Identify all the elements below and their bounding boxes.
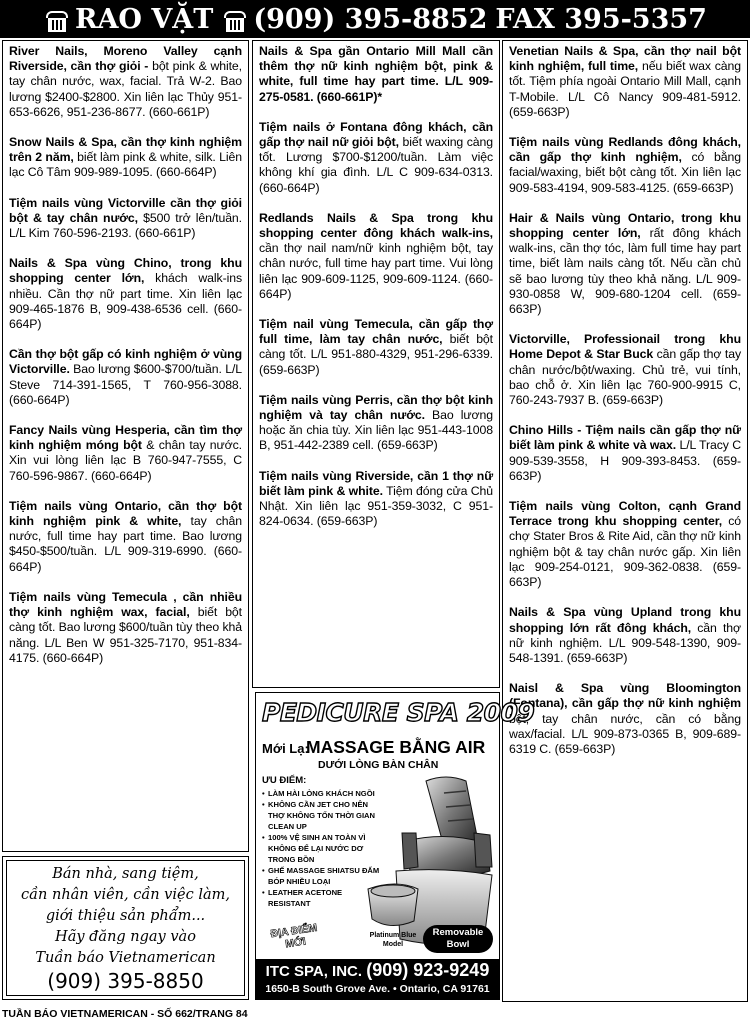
classified-ad bbox=[259, 44, 493, 105]
classified-ad-body: $500 trở lên/tuần. L/L Kim 760-596-2193. (660-661P) bbox=[9, 210, 242, 241]
promo-line: giới thiệu sản phẩm... bbox=[45, 908, 206, 924]
header-phone: (909) 395-8852 bbox=[253, 3, 488, 35]
classified-ad bbox=[9, 423, 242, 484]
classified-ad-heading: Hair & Nails vùng Ontario, trong khu shopping center lớn, bbox=[509, 210, 741, 241]
classified-ad bbox=[259, 317, 493, 378]
promo-phone: (909) 395-8850 bbox=[47, 969, 204, 993]
classified-ad-heading: Redlands Nails & Spa trong khu shopping center đông khách walk-ins, bbox=[259, 210, 493, 241]
classified-ad-heading: Naisl & Spa vùng Bloomington (Fontana), cần gấp thợ nữ kinh nghiệm bbox=[509, 681, 741, 711]
promo-line: Tuần báo Vietnamerican bbox=[35, 950, 216, 966]
classified-ad-body: & chân tay nước. Xin vui lòng liên lạc B 760-947-7555, C 760-596-9867. (660-664P) bbox=[9, 438, 242, 483]
classified-ad-body: tay chân nước, full time hay part time. Bao lương $450-$500/tuần. L/L 909-319-6990. (660-664P) bbox=[9, 514, 242, 574]
promo-line: cần nhân viên, cần việc làm, bbox=[21, 887, 230, 903]
classified-ad-body: có bằng facial/waxing, biết bột càng tốt. Xin liên lạc 909-583-4194, 909-583-4125. (659-663P) bbox=[509, 150, 741, 195]
classified-ad-heading: Tiệm nails vùng Victorville cần thợ giỏi bột & tay chân nước, bbox=[9, 195, 242, 225]
classified-ad-body: bột, tay chân nước, cần có bằng wax/facial. L/L 909-873-0365 B, 909-689-6319 C. (659-663P) bbox=[509, 711, 741, 756]
classified-ad-heading: Fancy Nails vùng Hesperia, cần tìm thợ kinh nghiệm móng bột bbox=[9, 423, 242, 453]
classified-ad-body: biết bột càng tốt. L/L 951-880-4329, 951-296-6339. (659-663P) bbox=[259, 332, 493, 377]
classified-ad bbox=[509, 332, 741, 408]
classified-ad-heading: Nails & Spa vùng Chino, trong khu shopping center lớn, bbox=[9, 256, 242, 286]
classified-ad bbox=[9, 256, 242, 332]
classified-ad-body: biết bột càng tốt. Bao lương $600/tuần tùy theo khả năng. L/L Ben W 951-325-7170, 951-834-4175. (660-664P) bbox=[9, 605, 242, 665]
classified-ad-body: biết làm pink & white, silk. Liên lạc Cô Tâm 909-989-1095. (660-664P) bbox=[9, 150, 242, 180]
classified-ad-heading: Chino Hills - Tiệm nails cần gấp thợ nữ biết làm pink & white và wax. bbox=[509, 423, 741, 453]
classified-ad-heading: Tiệm nails vùng Ontario, cần thợ bột kinh nghiệm pink & white, bbox=[9, 498, 242, 529]
spa-benefit-item: • 100% VỆ SINH AN TOÀN VÌ KHÔNG ĐỂ LẠI NƯỚC DƠ TRONG BỒN bbox=[262, 832, 382, 865]
classifieds-column-1 bbox=[2, 40, 249, 852]
classified-ad-body: Bao lương $600-$700/tuần. L/L Steve 714-391-1565, T 760-956-3088. (660-664P) bbox=[9, 362, 242, 407]
page-footer: TUẦN BÁO VIETNAMERICAN - SỐ 662/TRANG 84 bbox=[2, 1008, 248, 1020]
classified-ad bbox=[509, 605, 741, 666]
spa-benefit-item: • GHẾ MASSAGE SHIATSU ĐẤM BÓP NHIỀU LOẠI bbox=[262, 865, 382, 887]
spa-company-name: ITC SPA, INC. bbox=[265, 963, 363, 980]
phone-icon bbox=[45, 9, 65, 29]
classified-ad-heading: Tiệm nails vùng Redlands đông khách, cần gấp thợ kinh nghiệm, bbox=[509, 135, 741, 165]
classified-ad bbox=[509, 44, 741, 120]
phone-icon bbox=[223, 9, 243, 29]
spa-benefit-item: • LEATHER ACETONE RESISTANT bbox=[262, 887, 382, 909]
classified-ad-body: khách walk-ins nhiều. Cần thợ nữ part time. Xin liên lạc 909-465-1876 B, 909-438-6536 cell. (660-664P) bbox=[9, 271, 242, 332]
classified-ad-body: L/L Tracy C 909-539-3558, H 909-393-8453. (659-663P) bbox=[509, 438, 741, 483]
spa-benefit-item: • LÀM HÀI LÒNG KHÁCH NGỒI bbox=[262, 788, 382, 799]
classifieds-column-2 bbox=[252, 40, 500, 688]
classified-ad-body: bột pink & white, tay chân nước, wax, facial. Trả W-2. Bao lương $2400-$2800. Xin liên lạc Thủy 951-653-6626, 951-236-8677. (660-661P) bbox=[9, 59, 242, 119]
classified-ad bbox=[259, 393, 493, 454]
classified-ad bbox=[9, 44, 242, 120]
spa-subheadline: DƯỚI LÒNG BÀN CHÂN bbox=[318, 759, 439, 771]
spa-new-label: Mới Lạ: bbox=[262, 741, 309, 756]
classified-ad-heading: Tiệm nails ở Fontana đông khách, cần gấp thợ nail nữ giỏi bột, bbox=[259, 119, 493, 150]
classified-ad bbox=[9, 590, 242, 666]
classified-ad-heading: Venetian Nails & Spa, cần thợ nail bột kinh nghiệm, full time, bbox=[509, 44, 741, 74]
section-title: RAO VẶT bbox=[75, 3, 214, 35]
promo-line: Hãy đăng ngay vào bbox=[55, 929, 196, 945]
classified-ad bbox=[9, 196, 242, 242]
pedicure-spa-ad bbox=[255, 692, 535, 1000]
classified-ad-body: Tiệm đóng cửa Chủ Nhật. Xin liên lạc 951-359-3032, C 951-824-0634. (659-663P) bbox=[259, 483, 493, 529]
spa-company-phone: (909) 923-9249 bbox=[366, 960, 490, 980]
classified-ad bbox=[259, 469, 493, 530]
classified-ad bbox=[9, 135, 242, 181]
page-header bbox=[0, 0, 750, 38]
spa-headline: MASSAGE BẰNG AIR bbox=[306, 737, 486, 757]
spa-address: 1650-B South Grove Ave. • Ontario, CA 91761 bbox=[265, 983, 490, 995]
classified-ad bbox=[509, 423, 741, 484]
classified-ad-body: biết waxing càng tốt. Lương $700-$1200/tuần. Làm việc không khí gia đình. L/L C 909-634-0313. (660-664P) bbox=[259, 135, 493, 195]
header-fax: FAX 395-5357 bbox=[495, 3, 707, 35]
classified-ad-body: cần gấp thợ tay chân nước/bột/waxing. Chủ trẻ, vui tính, bao chỗ ở. Xin liên lạc 760-900-9915 C, 760-243-7937 B. (659-663P) bbox=[509, 347, 741, 408]
classified-ad-heading: River Nails, Moreno Valley cạnh Riverside, cần thợ giỏi - bbox=[9, 44, 242, 74]
spa-ad-title: PEDICURE SPA 2009 bbox=[262, 698, 535, 727]
advertise-promo-box bbox=[2, 856, 249, 1000]
spa-benefits-list bbox=[262, 788, 382, 909]
classified-ad-body: nếu biết wax càng tốt. Tiệm phía ngoài Ontario Mill Mall, cạnh T-Mobile. L/L Cô Nancy 909-481-5912. (659-663P) bbox=[509, 59, 741, 119]
spa-location-badge: ĐỊA ĐIỂM MỚI bbox=[269, 921, 318, 951]
classified-ad bbox=[9, 347, 242, 408]
promo-line: Bán nhà, sang tiệm, bbox=[52, 866, 199, 882]
spa-model-label: Platinum Blue Model bbox=[369, 932, 417, 948]
classified-ad bbox=[259, 120, 493, 196]
classified-ad-heading: Tiệm nails vùng Riverside, cần 1 thợ nữ biết làm pink & white. bbox=[259, 468, 493, 498]
classified-ad-body: Bao lương hoặc ăn chia tùy. Xin liên lạc 951-443-1008 B, 951-442-2389 cell. (659-663P) bbox=[259, 408, 493, 453]
classified-ad-body: cần thợ nữ kinh nghiệm. L/L 909-548-1390, 909-548-1391. (659-663P) bbox=[509, 620, 741, 665]
classified-ad bbox=[509, 135, 741, 196]
classified-ad-heading: Nails & Spa gần Ontario Mill Mall cần thêm thợ nữ kinh nghiệm bột, pink & white, full time hay part time. L/L 909-275-0581. (660-661P)* bbox=[259, 44, 493, 104]
pedicure-chair-image bbox=[366, 771, 498, 949]
classifieds-column-3 bbox=[502, 40, 748, 1002]
classified-ad bbox=[509, 211, 741, 317]
classified-ad bbox=[9, 499, 242, 575]
classified-ad-heading: Tiệm nails vùng Perris, cần thợ bột kinh nghiệm và tay chân nước. bbox=[259, 392, 493, 423]
spa-ad-footer bbox=[256, 959, 499, 999]
spa-benefits-title: ƯU ĐIỂM: bbox=[262, 775, 307, 786]
classified-ad bbox=[509, 681, 741, 757]
classified-ad bbox=[509, 499, 741, 590]
classified-ad bbox=[259, 211, 493, 302]
classified-ad-heading: Tiệm nail vùng Temecula, cần gấp thợ full time, làm tay chân nước, bbox=[259, 317, 493, 347]
classified-ad-body: có chợ Stater Bros & Rite Aid, cần thợ nữ kinh nghiệm bột & tay chân nước gấp. Xin liên lạc 909-254-0121, 909-362-0838. (659-663P) bbox=[509, 514, 741, 590]
classified-ad-heading: Snow Nails & Spa, cần thợ kinh nghiệm trên 2 năm, bbox=[9, 135, 242, 165]
spa-benefit-item: • KHÔNG CẦN JET CHO NÊN THỢ KHÔNG TỐN THỜI GIAN CLEAN UP bbox=[262, 799, 382, 832]
classified-ad-heading: Tiệm nails vùng Temecula , cần nhiều thợ kinh nghiệm wax, facial, bbox=[9, 589, 242, 620]
classified-ad-heading: Cần thợ bột gấp có kinh nghiệm ở vùng Victorville. bbox=[9, 347, 242, 377]
classified-ad-body: rất đông khách walk-ins, cần thợ tóc, làm full time hay part time, biết làm nails càng tốt. Nếu cần chủ sẽ bao lương tùy theo khả năng. L/L 909-930-0858 W, 909-680-1204 cell. (659-663P) bbox=[509, 226, 741, 317]
classified-ad-heading: Nails & Spa vùng Upland trong khu shopping lớn rất đông khách, bbox=[509, 605, 741, 635]
classified-ad-heading: Victorville, Professionail trong khu Home Depot & Star Buck bbox=[509, 332, 741, 362]
spa-bowl-badge: Removable Bowl bbox=[423, 925, 493, 953]
classified-ad-body: cần thợ nail nam/nữ kinh nghiệm bột, tay chân nước, full time hay part time. Vui lòng liên lạc 909-609-1125, 909-609-1124. (660-664P) bbox=[259, 241, 493, 301]
classified-ad-heading: Tiệm nails vùng Colton, cạnh Grand Terrace trong khu shopping center, bbox=[509, 499, 741, 529]
